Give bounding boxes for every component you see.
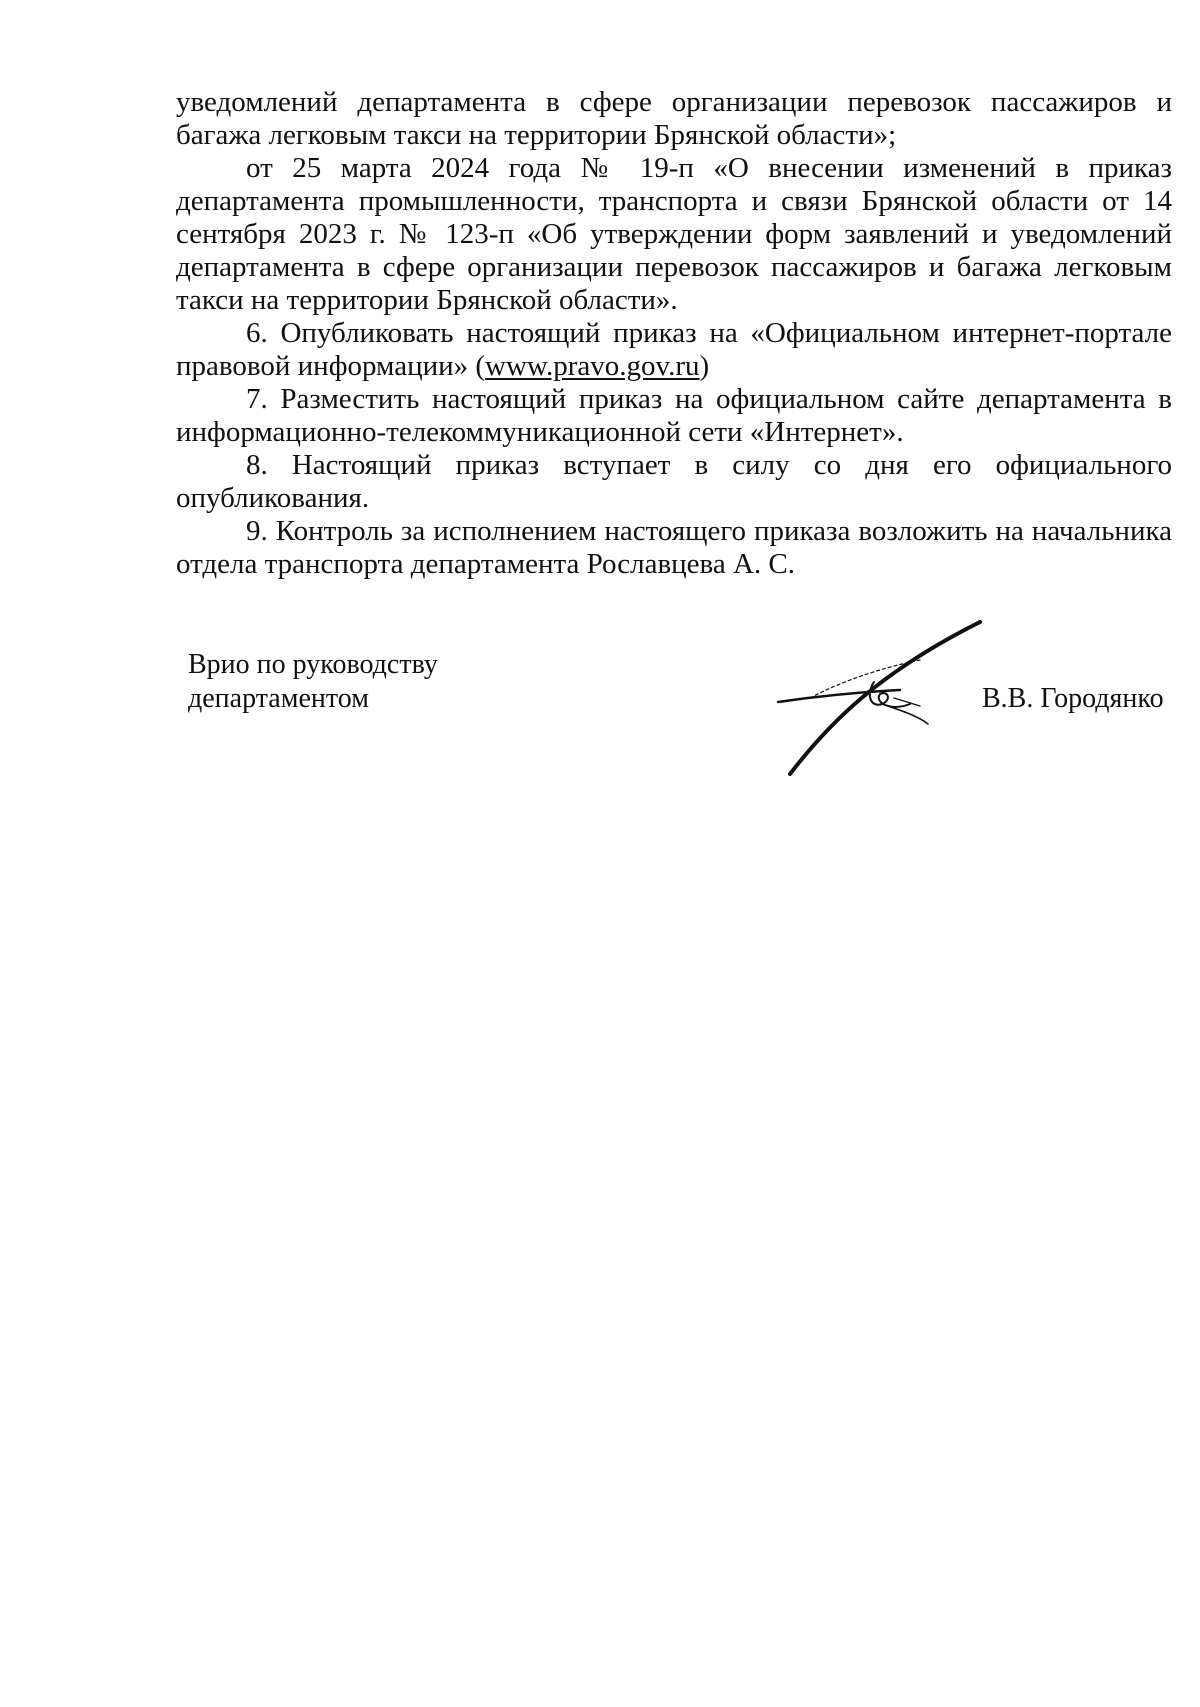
handwritten-signature (770, 612, 1000, 782)
position-line-1: Врио по руководству (188, 649, 438, 680)
signatory-name: В.В. Городянко (982, 683, 1164, 714)
portal-link[interactable]: www.pravo.gov.ru (485, 350, 700, 382)
list-item-7: 7. Разместить настоящий приказ на официальном сайте департамента в информационно-телекоммуникационной сети «Интернет». (176, 383, 1172, 448)
item-6-text: 6. Опубликовать настоящий приказ на «Официальном интернет-портале правовой информации» ( (176, 317, 1172, 382)
list-item-9: 9. Контроль за исполнением настоящего приказа возложить на начальника отдела транспорта департамента Рославцева А. С. (176, 515, 1172, 580)
item-6-suffix: ) (699, 350, 710, 382)
list-item-8: 8. Настоящий приказ вступает в силу со дня его официального опубликования. (176, 449, 1172, 514)
paragraph-continuation: уведомлений департамента в сфере организации перевозок пассажиров и багажа легковым такси на территории Брянской области»; (176, 86, 1172, 151)
list-item-6 (176, 317, 1172, 383)
document-body (176, 86, 1172, 581)
paragraph-order-reference: от 25 марта 2024 года № 19-п «О внесении изменений в приказ департамента промышленности, транспорта и связи Брянской области от 14 сентября 2023 г. № 123-п «Об утверждении форм заявлений и уведомлений департамента в сфере организации перевозок пассажиров и багажа легковым такси на территории Брянской области». (176, 152, 1172, 316)
position-line-2: департаментом (188, 683, 369, 714)
signatory-position (188, 648, 438, 716)
